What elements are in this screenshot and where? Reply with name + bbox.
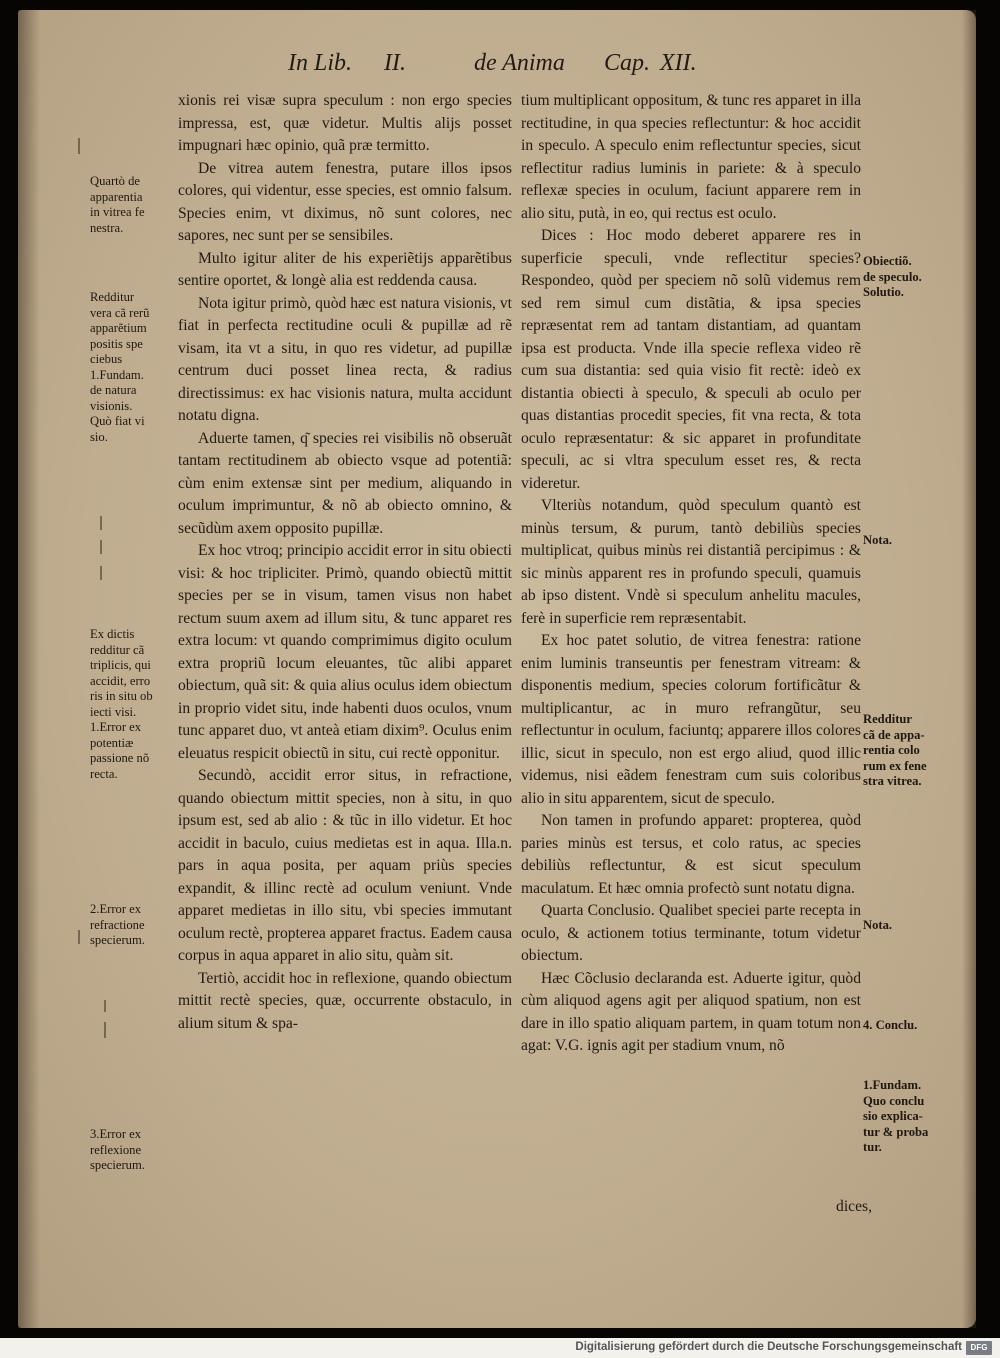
paragraph: Hæc Cõclusio declaranda est. Aduerte igitur, quòd cùm aliquod agens agit per aliquod spatium, non est dare in illo spatio aliquam partem, in quam totum non agat: V.G. ignis agit per stadium vnum, nõ [521,969,861,1054]
running-head-chapter: Cap. [604,50,651,76]
running-head-chapter-number: XII. [660,50,697,76]
paragraph: Ex hoc vtroq; principio accidit error in situ obiecti visi: & hoc tripliciter. Primò, quando obiectũ mittit species per se in visum, tamen visus non habet rectum suum axem ad illum situ, & tunc apparet res extra locum: vt quando comprimimus digito oculum extra propriũ locum eleuantes, tũc alibi apparet obiectum, quã sit: & quia alius oculus idem obiectum in proprio videt situ, inde habenti duos oculos, vnum tunc apparet duo, vt anteà etiam dixim⁹. Oculus enim eleuatus respicit obiectũ in situ, cui rectè opponitur. [178,542,512,762]
paragraph: Quarta Conclusio. Qualibet speciei parte recepta in oculo, & actionem totius terminante, totum videtur obiectum. [521,902,861,964]
marginal-note: Obiectiõ. de speculo. Solutio. [863,254,922,299]
paragraph: De vitrea autem fenestra, putare illos ipsos colores, qui videntur, esse species, est omnio falsum. Species enim, vt diximus, nõ sunt colores, nec sapores, nec sunt per se sensibiles. [178,159,512,244]
marginal-note: 1.Fundam. Quo conclu sio explica- tur & proba tur. [863,1078,929,1154]
marginal-note: Redditur vera cã rerũ apparẽtium positis spe ciebus 1.Fundam. de natura visionis. Quò fiat vi sio. [90,290,150,444]
margin-mark [78,930,80,944]
margin-mark [100,516,102,530]
paragraph: Multo igitur aliter de his experiẽtijs apparẽtibus sentire oportet, & longè alia est reddenda causa. [178,249,512,289]
page-edge-shadow [962,10,976,1328]
margin-mark [100,566,102,580]
marginal-note: Redditur cã de appa- rentia colo rum ex fene stra vitrea. [863,712,927,788]
running-head-book-number: II. [384,50,406,76]
paragraph: Ex hoc patet solutio, de vitrea fenestra: ratione enim luminis transeuntis per fenestram vitream: & disponentis medium, species colorum fortificãtur & multiplicantur, ac in muro refrangũtur, seu reflectuntur in oculum, faciuntq; apparere illos colores illic, sicut in speculo, non est ergo aliud, quod illic videmus, nisi eãdem fenestram cum suis coloribus alio in situ apparentem, sicut de speculo. [521,632,861,807]
marginal-note: Quartò de apparentia in vitrea fe nestra. [90,174,145,235]
marginal-note: Nota. [863,533,893,547]
footer-text: Digitalisierung gefördert durch die Deutsche Forschungsgemeinschaft [575,1341,962,1353]
catchword: dices, [836,1198,872,1215]
margin-mark [78,138,80,154]
marginal-note: Ex dictis redditur cã triplicis, qui accidit, erro ris in situ ob iecti visi. 1.Error ex potentiæ passione nõ recta. [90,627,153,781]
marginal-note: 3.Error ex reflexione specierum. [90,1127,145,1172]
dfg-logo: DFG [966,1341,992,1355]
paragraph: Aduerte tamen, q͂ species rei visibilis nõ obseruãt tantam rectitudinem ab obiecto vsque ad potentiã: cùm enim extensæ sint per medium, aliquando in oculum imprimuntur, & nõ ab obiecto omnino, & secũdùm axem opposito pupillæ. [178,429,512,537]
paragraph: Tertiò, accidit hoc in reflexione, quando obiectum mittit rectè species, quæ, occurrente obstaculo, in alium situm & spa- [178,969,512,1032]
marginal-note: Nota. [863,918,893,932]
digitization-footer [0,1338,1000,1358]
margin-mark [104,1000,106,1012]
paragraph: Nota igitur primò, quòd hæc est natura visionis, vt fiat in perfecta rectitudine oculi & pupillæ ad rẽ visam, ita vt a situ, in quo res videtur, ad pupillæ centrum duci posset linea recta, & radius directissimus: ex hac visionis natura, multa accidunt notatu digna. [178,294,512,424]
marginal-note: 4. Conclu. [863,1018,918,1032]
paragraph: Vlteriùs notandum, quòd speculum quantò est minùs tersum, & purum, tantò debiliùs species multiplicat, quibus minùs rei distantiã percipimus : & sic minùs apparent res in profundo speculi, quamuis ab ipso distent. Vndè si speculum anhelitu macules, ferè in superficie rem repræsentabit. [521,497,861,627]
gutter-shadow [18,10,40,1328]
left-text-column [178,90,512,1035]
paragraph: Non tamen in profundo apparet: propterea, quòd paries minùs est tersus, et colo ratus, ac species debiliùs reflectuntur, & est sicut speculum maculatum. Et hæc omnia profectò sunt notatu digna. [521,812,861,897]
margin-mark [104,1022,106,1038]
paragraph: xionis rei visæ supra speculum : non ergo species impressa, est, quæ videtur. Multis alijs posset impugnari hæc opinio, quã præ termitto. [178,92,512,154]
marginal-note: 2.Error ex refractione specierum. [90,902,145,947]
paragraph: tium multiplicant oppositum, & tunc res apparet in illa rectitudine, in qua species reflectuntur: & hoc accidit in speculo. A speculo enim reflectuntur species, sicut reflectitur radius luminis in pariete: & à speculo reflexæ species in oculum, faciunt apparere rem in alio situ, putà, in eo, qui rectus est oculo. [521,92,861,222]
right-text-column [521,90,861,1058]
running-head-work: de Anima [474,50,565,76]
paragraph: Secundò, accidit error situs, in refractione, quando obiectum mittit species, non à situ, in quo ipsum est, sed ab alio : & tũc in illo videtur. Et hoc accidit in baculo, cuius medietas est in aqua. Illa.n. pars in aqua posita, per aquam priùs species expandit, & illinc rectè ad oculum veniunt. Vnde apparet medietas in illo situ, vbi species immutant oculum rectè, propterea apparet fractus. Eadem causa corpus in aqua apparet in alio situ, quàm sit. [178,767,512,964]
margin-mark [100,540,102,554]
running-head [0,50,1000,84]
running-head-book: In Lib. [288,50,353,76]
paragraph: Dices : Hoc modo deberet apparere res in superficie speculi, vnde reflectitur species? Respondeo, quòd per speciem nõ solũ videmus rem sed rem simul cum distãtia, & ipsa species repræsentat rem ad tantam distantiam, ad quantam ipsa est producta. Vnde illa specie reflexa video rẽ cum sua distantia: sed quia visio fit rectè: ideò ex distantia obiecti à speculo, & speculi ab oculo per quas distantias procedit species, fit vna recta, & tota oculo repræsentatur: & sic apparet in profunditate speculi, ac si vltra speculum esset res, & recta videretur. [521,227,861,492]
